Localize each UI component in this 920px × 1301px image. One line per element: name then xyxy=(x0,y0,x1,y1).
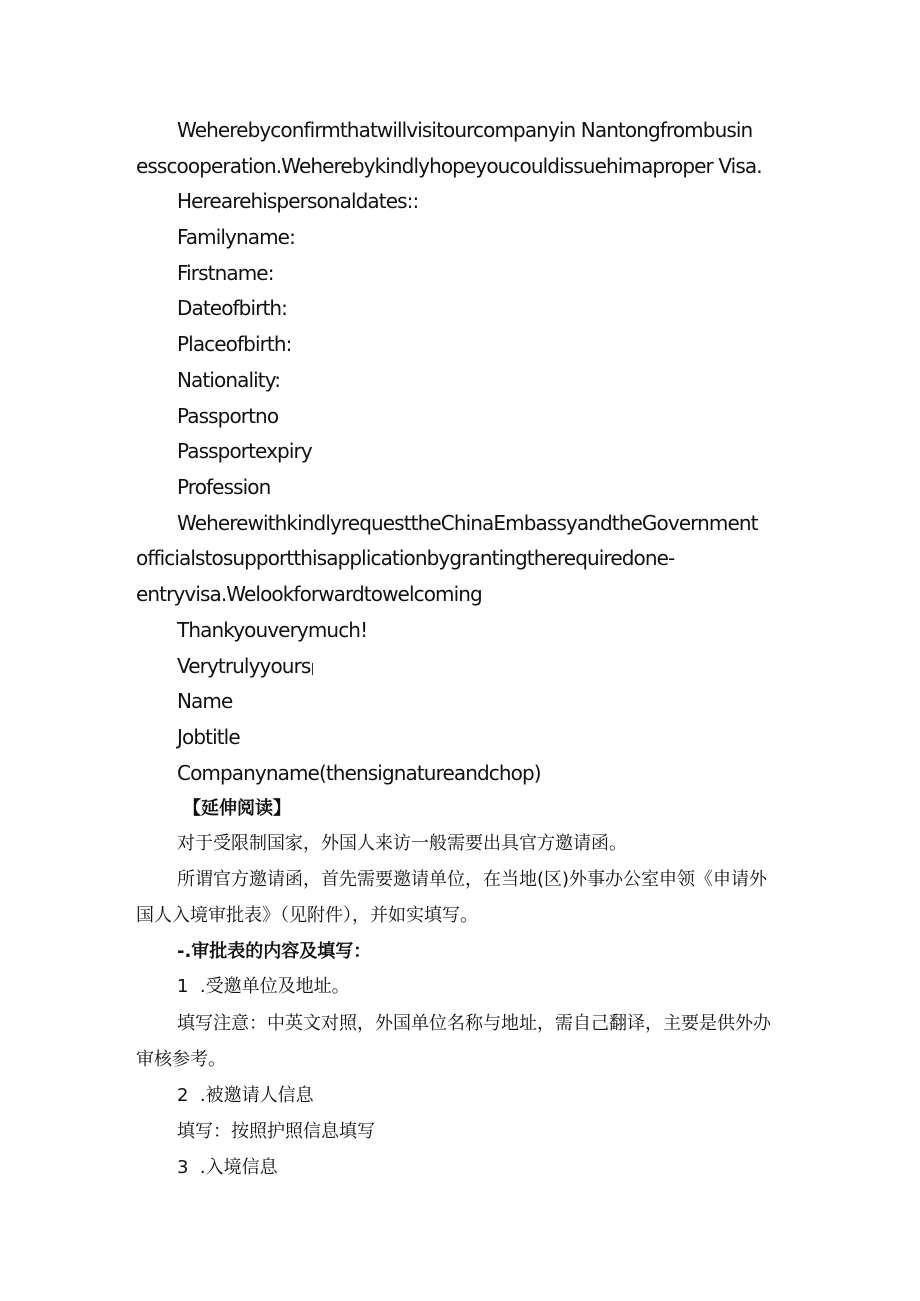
closing-line xyxy=(177,654,797,680)
extended-reading-heading: 【延伸阅读】 xyxy=(183,798,291,819)
field-profession: Profession xyxy=(177,475,271,499)
item1: 1 .受邀单位及地址。 xyxy=(177,976,350,997)
item3: 3 .入境信息 xyxy=(177,1157,278,1178)
personal-dates-intro: Herearehispersonaldates:: xyxy=(177,189,419,213)
field-passport-expiry: Passportexpiry xyxy=(177,439,312,463)
field-family-name: Familyname: xyxy=(177,225,295,249)
extended-p2-line2: 国人入境审批表》（见附件），并如实填写。 xyxy=(136,905,478,926)
item1-note-line2: 审核参考。 xyxy=(136,1049,226,1070)
signature-company: Companyname(thensignatureandchop) xyxy=(177,761,541,785)
field-passport-no: Passportno xyxy=(177,404,279,428)
field-place-of-birth: Placeofbirth: xyxy=(177,332,292,356)
para1-line2: esscooperation.Weherebykindlyhopeyoucouldissuehimaproper Visa. xyxy=(136,154,762,178)
signature-job-title: Jobtitle xyxy=(177,725,240,749)
cursor-mark xyxy=(312,663,313,675)
closing-text: Verytrulyyours xyxy=(177,654,311,678)
para2-line3: entryvisa.Welookforwardtowelcoming xyxy=(136,582,482,606)
field-nationality: Nationality: xyxy=(177,368,281,392)
thanks-line: Thankyouverymuch! xyxy=(177,618,368,642)
field-date-of-birth: Dateofbirth: xyxy=(177,296,288,320)
item2-note: 填写：按照护照信息填写 xyxy=(177,1121,375,1142)
field-first-name: Firstname: xyxy=(177,261,274,285)
extended-p2-line1: 所谓官方邀请函，首先需要邀请单位，在当地(区)外事办公室申领《申请外 xyxy=(177,869,768,890)
item1-note-line1: 填写注意：中英文对照，外国单位名称与地址，需自己翻译，主要是供外办 xyxy=(177,1013,771,1034)
item2: 2 .被邀请人信息 xyxy=(177,1085,314,1106)
para2-line2: officialstosupportthisapplicationbygrantingtherequiredone- xyxy=(136,546,675,570)
para2-line1: WeherewithkindlyrequesttheChinaEmbassyandtheGovernment xyxy=(177,511,758,535)
para1-line1: Weherebyconfirmthatwillvisitourcompanyin Nantongfrombusin xyxy=(177,118,753,142)
extended-p1: 对于受限制国家，外国人来访一般需要出具官方邀请函。 xyxy=(177,833,627,854)
signature-name: Name xyxy=(177,689,233,713)
section-heading: -.审批表的内容及填写： xyxy=(177,941,372,962)
